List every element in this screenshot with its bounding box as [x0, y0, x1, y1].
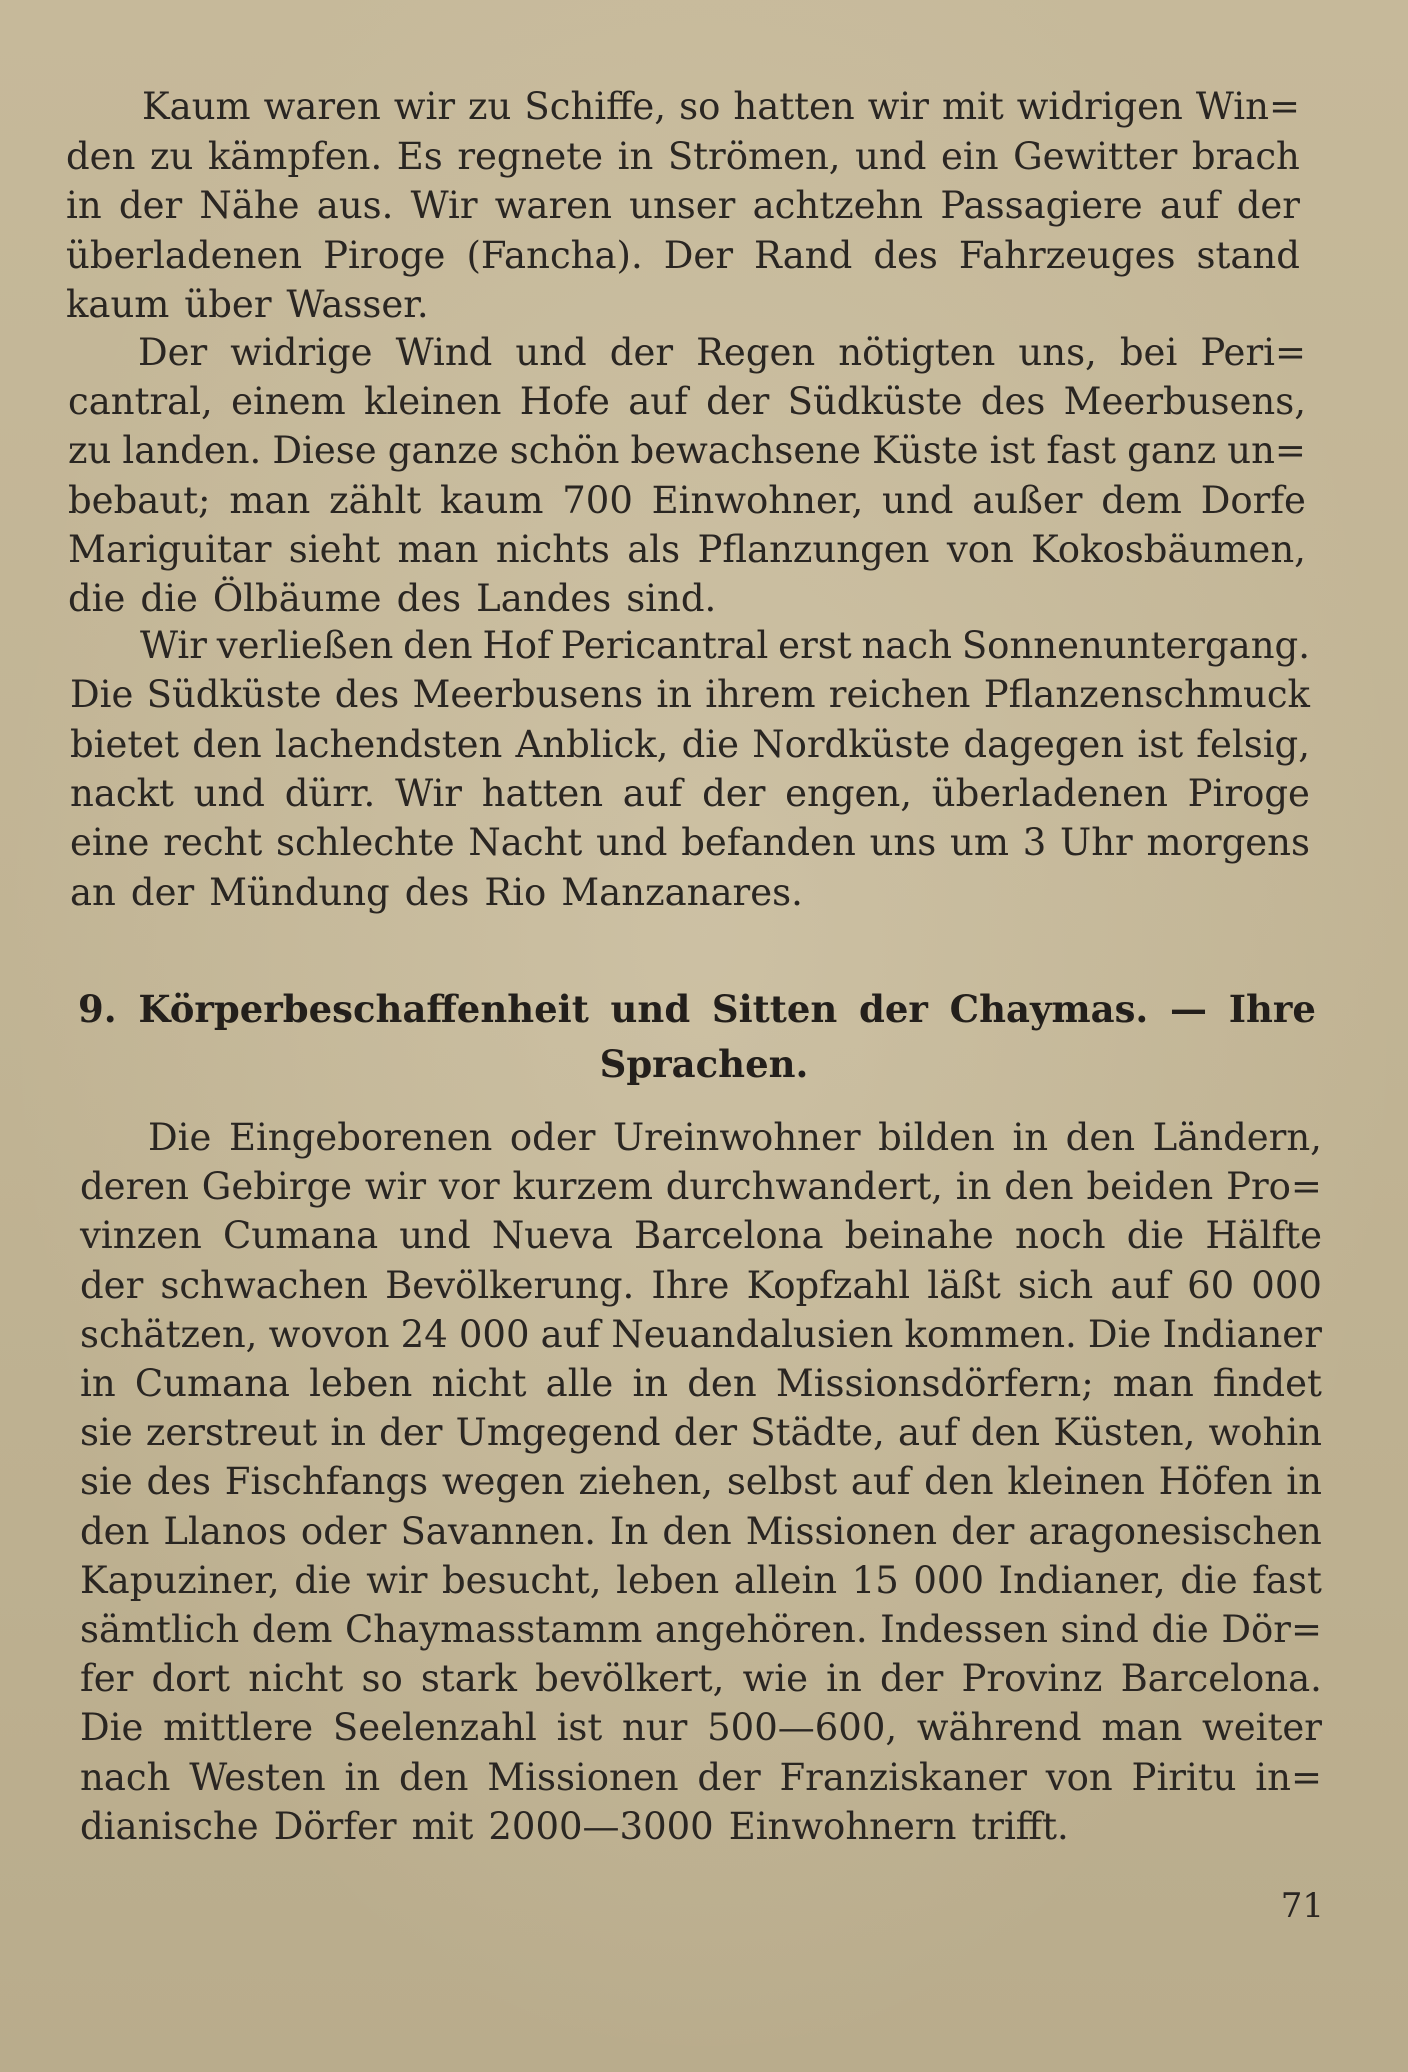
text-line: fer dort nicht so stark bevölkert, wie in der Provinz Barcelona.: [80, 1657, 1322, 1700]
page-number: 71: [1280, 1886, 1324, 1926]
text-line: cantral, einem kleinen Hofe auf der Südküste des Meerbusens,: [68, 380, 1306, 423]
section-heading-line-2: Sprachen.: [599, 1042, 809, 1086]
text-line: an der Mündung des Rio Manzanares.: [70, 871, 803, 914]
text-line: Der widrige Wind und der Regen nötigten uns, bei Peri=: [138, 331, 1306, 374]
text-line: die die Ölbäume des Landes sind.: [68, 577, 717, 620]
text-line: den zu kämpfen. Es regnete in Strömen, und ein Gewitter brach: [66, 135, 1300, 178]
text-line: nackt und dürr. Wir hatten auf der engen, überladenen Piroge: [70, 772, 1310, 815]
section-heading-line-1: 9. Körperbeschaffenheit und Sitten der Chaymas. — Ihre: [78, 987, 1316, 1031]
text-line: Wir verließen den Hof Pericantral erst nach Sonnenuntergang.: [140, 624, 1310, 667]
text-line: sie zerstreut in der Umgegend der Städte, auf den Küsten, wohin: [80, 1411, 1322, 1454]
text-line: Die Südküste des Meerbusens in ihrem reichen Pflanzenschmuck: [70, 673, 1310, 716]
text-line: Die mittlere Seelenzahl ist nur 500—600, während man weiter: [80, 1706, 1322, 1749]
text-line: bietet den lachendsten Anblick, die Nordküste dagegen ist felsig,: [70, 723, 1310, 766]
text-line: in Cumana leben nicht alle in den Missionsdörfern; man findet: [80, 1362, 1322, 1405]
text-line: in der Nähe aus. Wir waren unser achtzehn Passagiere auf der: [66, 184, 1300, 227]
text-line: zu landen. Diese ganze schön bewachsene Küste ist fast ganz un=: [68, 429, 1306, 472]
text-line: sämtlich dem Chaymasstamm angehören. Indessen sind die Dör=: [80, 1608, 1322, 1651]
text-line: nach Westen in den Missionen der Franziskaner von Piritu in=: [80, 1756, 1322, 1799]
text-line: deren Gebirge wir vor kurzem durchwandert, in den beiden Pro=: [80, 1165, 1322, 1208]
text-line: den Llanos oder Savannen. In den Missionen der aragonesischen: [80, 1510, 1322, 1553]
text-line: kaum über Wasser.: [66, 283, 429, 326]
text-line: überladenen Piroge (Fancha). Der Rand des Fahrzeuges stand: [66, 234, 1300, 277]
section-heading-continuation: [0, 1040, 1408, 1088]
text-line: Kaum waren wir zu Schiffe, so hatten wir mit widrigen Win=: [142, 85, 1300, 128]
text-line: vinzen Cumana und Nueva Barcelona beinahe noch die Hälfte: [80, 1214, 1322, 1257]
text-line: Kapuziner, die wir besucht, leben allein 15 000 Indianer, die fast: [80, 1559, 1322, 1602]
text-line: schätzen, wovon 24 000 auf Neuandalusien kommen. Die Indianer: [80, 1313, 1322, 1356]
text-line: eine recht schlechte Nacht und befanden uns um 3 Uhr morgens: [70, 821, 1310, 864]
text-line: bebaut; man zählt kaum 700 Einwohner, und außer dem Dorfe: [68, 479, 1306, 522]
text-line: Mariguitar sieht man nichts als Pflanzungen von Kokosbäumen,: [68, 528, 1306, 571]
text-line: Die Eingeborenen oder Ureinwohner bilden in den Ländern,: [148, 1116, 1322, 1159]
text-line: dianische Dörfer mit 2000—3000 Einwohnern trifft.: [80, 1805, 1069, 1848]
text-line: der schwachen Bevölkerung. Ihre Kopfzahl läßt sich auf 60 000: [80, 1264, 1322, 1307]
section-heading: [78, 985, 1316, 1033]
text-line: sie des Fischfangs wegen ziehen, selbst auf den kleinen Höfen in: [80, 1460, 1322, 1503]
